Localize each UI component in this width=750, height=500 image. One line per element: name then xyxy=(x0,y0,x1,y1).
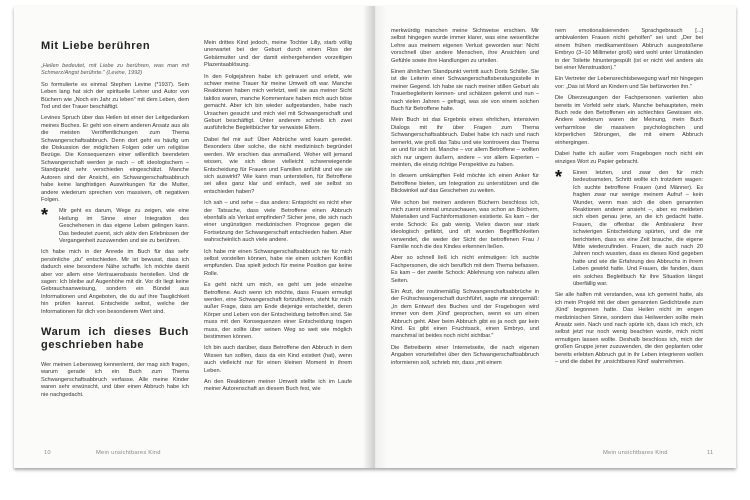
asterisk-icon: * xyxy=(41,205,49,226)
section-heading: Warum ich dieses Buch geschrieben habe xyxy=(41,326,189,351)
paragraph: Levines Spruch über das Heilen ist einer der Leitgedanken meines Buches. Er geht von einem anderen Ansatz aus als die meisten Veröffentlichungen zum Thema Schwangerschaftsabbruch. Denn dort geht es häufig um die Diskussion der möglichen Folgen oder um religiöse Bezüge. Die Konsequenzen einer willentlich beendeten Schwangerschaft werden je nach – oft ideologischem – Standpunkt sehr verschieden eingeschätzt. Manche Autoren sind der Ansicht, ein Schwangerschaftsabbruch habe keine langfristigen Auswirkungen für die Mutter, andere wiederum sprechen von massiven, oft negativen Folgen. xyxy=(41,115,189,203)
paragraph: Ich habe mich in der Anrede im Buch für das sehr persönliche „du" entschieden. Mir ist bewusst, dass ich dadurch eine besondere Nähe schaffe. Ich möchte damit aber vor allem eine Vertrauensbasis herstellen. Und dir sagen: Ich bleibe auf Augenhöhe mit dir. Vor dir liegt keine Gebrauchsanweisung, sondern ein Bündel aus Informationen und Angeboten, die du auf ihre Tauglichkeit hin prüfen kannst. Entscheide selbst, welche der Informationen für dich von besonderem Wert sind. xyxy=(41,249,189,315)
book-spread xyxy=(14,6,736,468)
paragraph: Aber so schnell ließ ich nicht entmutigen: Ich suchte Fachpersonen, die sich beruflich mit dem Thema befassen. Es kam – der zweite Schock: Ablehnung von nahezu allen Seiten. xyxy=(391,255,539,284)
paragraph: Ich bin auch darüber, dass Betroffene den Abbruch in dem Wissen tun sollten, dass da ein Kind existiert (hat), wenn auch vielleicht nur für einen kleinen Moment in ihrem Leben. xyxy=(204,345,352,374)
paragraph: nem emotionalisierenden Sprachgebrauch [...] ambivalenten Frauen nicht geholfen" sei und: „Der bei einem frühen medikamentösen Abbruch ausgestoßene Embryo (3–10 Millimeter groß) wird wohl unter Umständen in der Toilette hinuntergespült (ist er nicht viel anders als bei einer Menstruation)." xyxy=(555,28,703,72)
paragraph: Ein Arzt, der routinemäßig Schwangerschaftsabbrüche in der Frühschwangerschaft durchführt, sagte mir sinngemäß: „In dem Entwurf des Buches und der Fragebogen wird immer von dem ‚Kind' gesprochen, wenn es um einen Abbruch geht. Aber beim Abbruch gibt es ja noch gar kein Kind. Es gibt einen Fruchtsack, einen Embryo, und manchmal ist beides noch nicht sichtbar." xyxy=(391,289,539,340)
paragraph: Die Betreiberin einer Internetseite, die nach eigenen Angaben vorurteilsfrei über den Schwangerschaftsabbruch informieren soll, schrieb mir, dass „mit einem xyxy=(391,344,539,366)
page-number: 10 xyxy=(44,450,51,456)
page-number: 11 xyxy=(707,450,714,456)
paragraph: In den Folgejahren habe ich getrauert und erlebt, wie schwer meine Trauer für meine Umwelt oft war. Manche Reaktionen haben mich verletzt, weil sie aus meiner Sicht taktlos waren, manche Kommentare haben mich auch böse gemacht. Aber ich bin wieder aufgestanden, habe nach Ursachen gesucht und mich viel mit Schwangerschaft und Geburt beschäftigt. Unter anderem schrieb ich zwei ausführliche Begleitbücher für verwaiste Eltern. xyxy=(204,73,352,132)
highlight-paragraph xyxy=(41,205,189,245)
paragraph: Mein Buch ist das Ergebnis eines ehrlichen, intensiven Dialogs mit ihr über Fragen zum Thema Schwangerschaftsabbruch. Dabei habe ich nach und nach bemerkt, wie groß das Tabu und wie kontrovers das Thema an und für sich ist. Manche – vor allem Betroffene – wollten sich nur ungern äußern, andere – vor allem Experten – meinten, die einzig richtige Perspektive zu haben. xyxy=(391,117,539,168)
paragraph: Wie schon bei meinen anderen Büchern beschloss ich, mich zuerst einmal umzuschauen, was schon an Büchern, Materialien und Fachinformationen existierte. Es kam – der erste Schock: Es gab wenig. Vieles davon war stark ideologisch gefärbt, und oft wurden Begrifflichkeiten verwendet, die weder der Sicht der betroffenen Frau / Familie noch die des Kindes erkennen ließen. xyxy=(391,199,539,250)
paragraph: merkwürdig manchen meine Sichtweise erschien. Mir selbst hingegen wurde immer klarer, was eine wesentliche Lehre aus meinem eigenen Verlust geworden war: Nicht vorschnell über andere Menschen, ihre Ansichten und Gefühle sowie ihre Handlungen zu urteilen. xyxy=(391,28,539,64)
left-column-1 xyxy=(41,40,189,403)
paragraph: Mein drittes Kind jedoch, meine Tochter Lilly, starb völlig unerwartet bei der Geburt durch einen Riss der Gebärmutter und der damit einhergehenden vorzeitigen Plazentaablösung. xyxy=(204,40,352,69)
right-column-2 xyxy=(555,28,703,370)
paragraph: In diesem umkämpften Feld möchte ich einen Anker für Betroffene bieten, um Integration zu unterstützen und die Blickwinkel auf das Geschehen zu weiten. xyxy=(391,173,539,195)
running-footer-title: Mein unsichtbares Kind xyxy=(96,450,161,456)
right-column-1 xyxy=(391,28,539,371)
paragraph: Ich habe mir einen Schwangerschaftsabbruch nie für mich selbst vorstellen können, habe nie einen solchen Konflikt empfunden. Das spielt jedoch für meine Position gar keine Rolle. xyxy=(204,248,352,277)
chapter-heading: Mit Liebe berühren xyxy=(41,40,151,52)
paragraph: Die Überzeugungen der Fachpersonen variierten also bereits im Vorfeld sehr stark. Manche behaupteten, mein Buch rede den Betroffenen ein schlechtes Gewissen ein. Andere wiederum waren der Meinung, mein Buch verharmlose die massiven psychologischen und körperlichen Störungen, die mit einem Abbruch einhergingen. xyxy=(555,95,703,146)
paragraph: Dabei hatte ich außer vom Fragebogen noch nicht ein einziges Wort zu Papier gebracht. xyxy=(555,151,703,165)
paragraph: Ein Vertreter der Lebensrechtsbewegung warf mir hingegen vor: „Das ist Mord an Kindern und Sie befürworten ihn." xyxy=(555,76,703,90)
asterisk-icon: * xyxy=(555,166,563,187)
left-page xyxy=(14,6,375,468)
paragraph: Ich sah – und sehe – das anders: Entspricht es nicht eher der Tatsache, dass viele Betroffene einen Abbruch ebenfalls als Verlust empfinden? Sicher jene, die sich nach einer ungünstigen medizinischen Prognose gegen die Fortsetzung der Schwangerschaft entschieden haben. Aber wahrscheinlich auch viele andere. xyxy=(204,200,352,244)
paragraph: Einen ähnlichen Standpunkt vertritt auch Doris Schiller. Sie ist die Leiterin einer Schwangerschaftsberatungsstelle in meiner Gegend. Ich habe sie nach meiner stillen Geburt als Trauerbegleiterin kennen- und schätzen gelernt und nun – nach vielen Jahren – gefragt, was sie von einem solchen Buch für Betroffene halte. xyxy=(391,69,539,113)
highlight-paragraph xyxy=(555,166,703,289)
paragraph: Dabei fiel mir auf: Über Abbrüche wird kaum geredet. Besonders über solche, die nicht medizinisch begründet werden. Wir erschien das anmaßend. Woher will jemand wissen, wie sich diese vielleicht schwerwiegende Entscheidung für Frauen und Familien anfühlt und wie sie sich auswirkt? Wie kann man unterstellen, für Betroffene sei alles ganz klar und einfach, weil sie selbst so entschieden haben? xyxy=(204,136,352,195)
paragraph: Wer meinen Lebensweg kennenlernt, der mag sich fragen, warum gerade ich ein Buch zum Thema Schwangerschaftsabbruch verfasse. Alle meine Kinder waren sehr erwünscht, und über einen Abbruch habe ich nie nachgedacht. xyxy=(41,362,189,398)
paragraph: Es geht nicht um mich, es geht um jede einzelne Betroffene. Auch wenn ich möchte, dass Frauen ermutigt werden, eine Schwangerschaft fortzuführen, steht für mich außer Frage, dass am Ende diejenige entscheidet, deren Körper und Leben von der Entscheidung betroffen sind. Sie muss mit den Konsequenzen einer Entscheidung tragen muss, der sollte über seinen Weg so weit wie möglich bestimmen können. xyxy=(204,282,352,341)
running-footer-title: Mein unsichtbares Kind xyxy=(603,450,668,456)
epigraph: „Heilen bedeutet, mit Liebe zu berühren, was man mit Schmerz/Angst berührte." (Levine, 1992) xyxy=(41,63,189,77)
paragraph: Einen letzten, und zwar den für mich bedeutsamsten, Schritt wollte ich trotzdem wagen: Ich suchte betroffene Frauen (und Männer). Es fragten zwar nur wenige meinem Aufruf – kein Wunder, wenn man sich die oben genannten Reaktionen anderer ansieht –, aber es meldeten sich eben genau jene, an die ich gedacht hatte. Frauen, die offenbar die Ambivalenz ihrer schwierigen Entscheidung spürten, und die mir berichteten, dass es eine Zeit brauche, die eigene Mitte wiederzufinden. Frauen, die auch nach 20 Jahren noch wussten, dass es dieses Kind gegeben hatte und wie die Erfahrung des Abbruchs in ihrem Leben gewirkt hatte. Und Frauen, die fanden, dass ein solches Begleitbuch für ihre Situation längst überfällig war. xyxy=(573,169,703,287)
paragraph: An den Reaktionen meiner Umwelt stellte ich im Laufe meiner Autorenschaft an diesem Buch fest, wie xyxy=(204,379,352,393)
paragraph: So formulierte es einmal Stephen Levine (*1937). Sein Leben lang hat sich der spirituelle Lehrer und Autor von Büchern wie „Noch ein Jahr zu leben" mit dem Leben, dem Tod und der Trauer beschäftigt. xyxy=(41,81,189,111)
right-page xyxy=(375,6,736,468)
paragraph: Sie alle halfen mit verstanden, was ich gemeint hatte, als ich mein Projekt mit der oben genannten Gedichtzeile zum ‚Kind' begonnen hatte. Das Heilen nicht im engen medizinischen Sinne, sondern das Heilwerden sollte mein Ansatz sein. Nach und nach spürte ich, dass ich mich, ich selbst jetzt nur noch wenig beachten wurde, mich nicht ermutigen lassen wollte. Deshalb beschloss ich, mich der großen Gruppe jener zuzuwenden, die den geplanten oder bereits erlebten Abbruch gut in ihr Leben integrieren wollen – und die dabei ihr ‚unsichtbares Kind' wahrnehmen. xyxy=(555,292,703,366)
paragraph: Mir geht es darum, Wege zu zeigen, wie eine Heilung im Sinne einer Integration des Geschehenen in das eigene Leben gelingen kann. Das bedeutet zuerst, sich aktiv den Erlebnissen der Vergangenheit zuzuwenden und sie zu berühren. xyxy=(59,208,189,244)
left-column-2 xyxy=(204,40,352,398)
